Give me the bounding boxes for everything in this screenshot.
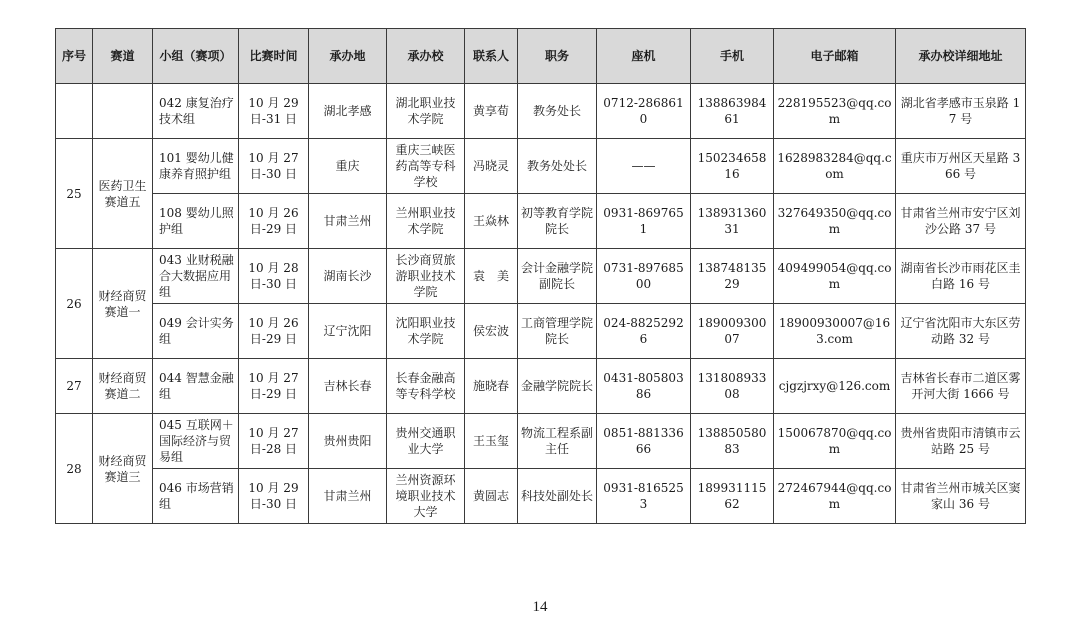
email-cell: 409499054@qq.com <box>774 249 896 304</box>
track-cell: 财经商贸赛道二 <box>93 359 153 414</box>
header-time: 比赛时间 <box>239 29 309 84</box>
header-school: 承办校 <box>387 29 465 84</box>
email-cell: 228195523@qq.com <box>774 84 896 139</box>
contact-cell: 施晓春 <box>465 359 518 414</box>
location-cell: 甘肃兰州 <box>309 469 387 524</box>
table-row <box>56 249 1026 304</box>
track-cell: 财经商贸赛道三 <box>93 414 153 524</box>
contact-cell: 黄圆志 <box>465 469 518 524</box>
group-cell: 101 婴幼儿健康养育照护组 <box>153 139 239 194</box>
school-cell: 沈阳职业技术学院 <box>387 304 465 359</box>
school-cell: 兰州职业技术学院 <box>387 194 465 249</box>
group-cell: 046 市场营销组 <box>153 469 239 524</box>
contact-cell: 袁 美 <box>465 249 518 304</box>
contact-cell: 王玉玺 <box>465 414 518 469</box>
mobile-cell: 13893136031 <box>691 194 774 249</box>
header-group: 小组（赛项） <box>153 29 239 84</box>
school-cell: 重庆三峡医药高等专科学校 <box>387 139 465 194</box>
landline-cell: 0851-88133666 <box>597 414 691 469</box>
header-position: 职务 <box>518 29 597 84</box>
contest-table <box>55 28 1026 524</box>
address-cell: 甘肃省兰州市安宁区刘沙公路 37 号 <box>896 194 1026 249</box>
track-cell: 医药卫生赛道五 <box>93 139 153 249</box>
header-location: 承办地 <box>309 29 387 84</box>
group-cell: 045 互联网＋国际经济与贸易组 <box>153 414 239 469</box>
track-cell <box>93 84 153 139</box>
location-cell: 湖北孝感 <box>309 84 387 139</box>
header-landline: 座机 <box>597 29 691 84</box>
time-cell: 10 月 27 日-29 日 <box>239 359 309 414</box>
contact-cell: 冯晓灵 <box>465 139 518 194</box>
page-number: 14 <box>532 599 548 615</box>
landline-cell: 024-88252926 <box>597 304 691 359</box>
time-cell: 10 月 27 日-30 日 <box>239 139 309 194</box>
time-cell: 10 月 27 日-28 日 <box>239 414 309 469</box>
location-cell: 甘肃兰州 <box>309 194 387 249</box>
header-mobile: 手机 <box>691 29 774 84</box>
address-cell: 甘肃省兰州市城关区窦家山 36 号 <box>896 469 1026 524</box>
group-cell: 049 会计实务组 <box>153 304 239 359</box>
mobile-cell: 13886398461 <box>691 84 774 139</box>
time-cell: 10 月 29 日-30 日 <box>239 469 309 524</box>
table-header-row <box>56 29 1026 84</box>
seq-cell: 26 <box>56 249 93 359</box>
table-row <box>56 84 1026 139</box>
contact-cell: 黄享荀 <box>465 84 518 139</box>
group-cell: 043 业财税融合大数据应用组 <box>153 249 239 304</box>
seq-cell: 27 <box>56 359 93 414</box>
school-cell: 长春金融高等专科学校 <box>387 359 465 414</box>
header-track: 赛道 <box>93 29 153 84</box>
mobile-cell: 13180893308 <box>691 359 774 414</box>
seq-cell: 25 <box>56 139 93 249</box>
table-row <box>56 469 1026 524</box>
mobile-cell: 18900930007 <box>691 304 774 359</box>
landline-cell: 0931-8697651 <box>597 194 691 249</box>
header-email: 电子邮箱 <box>774 29 896 84</box>
header-address: 承办校详细地址 <box>896 29 1026 84</box>
address-cell: 重庆市万州区天星路 366 号 <box>896 139 1026 194</box>
table-row <box>56 414 1026 469</box>
table-row <box>56 359 1026 414</box>
position-cell: 科技处副处长 <box>518 469 597 524</box>
time-cell: 10 月 29 日-31 日 <box>239 84 309 139</box>
address-cell: 辽宁省沈阳市大东区劳动路 32 号 <box>896 304 1026 359</box>
landline-cell: —— <box>597 139 691 194</box>
table-row <box>56 304 1026 359</box>
contact-cell: 侯宏波 <box>465 304 518 359</box>
position-cell: 教务处长 <box>518 84 597 139</box>
location-cell: 重庆 <box>309 139 387 194</box>
table-row <box>56 194 1026 249</box>
school-cell: 贵州交通职业大学 <box>387 414 465 469</box>
position-cell: 初等教育学院院长 <box>518 194 597 249</box>
email-cell: 150067870@qq.com <box>774 414 896 469</box>
landline-cell: 0431-80580386 <box>597 359 691 414</box>
email-cell: 327649350@qq.com <box>774 194 896 249</box>
mobile-cell: 13874813529 <box>691 249 774 304</box>
track-cell: 财经商贸赛道一 <box>93 249 153 359</box>
seq-cell <box>56 84 93 139</box>
location-cell: 湖南长沙 <box>309 249 387 304</box>
position-cell: 会计金融学院副院长 <box>518 249 597 304</box>
position-cell: 物流工程系副主任 <box>518 414 597 469</box>
mobile-cell: 15023465816 <box>691 139 774 194</box>
time-cell: 10 月 26 日-29 日 <box>239 194 309 249</box>
school-cell: 湖北职业技术学院 <box>387 84 465 139</box>
mobile-cell: 18993111562 <box>691 469 774 524</box>
school-cell: 兰州资源环境职业技术大学 <box>387 469 465 524</box>
position-cell: 金融学院院长 <box>518 359 597 414</box>
location-cell: 吉林长春 <box>309 359 387 414</box>
address-cell: 吉林省长春市二道区雾开河大街 1666 号 <box>896 359 1026 414</box>
email-cell: 1628983284@qq.com <box>774 139 896 194</box>
contact-cell: 王焱林 <box>465 194 518 249</box>
address-cell: 贵州省贵阳市清镇市云站路 25 号 <box>896 414 1026 469</box>
header-contact: 联系人 <box>465 29 518 84</box>
email-cell: cjgzjrxy@126.com <box>774 359 896 414</box>
position-cell: 工商管理学院院长 <box>518 304 597 359</box>
email-cell: 272467944@qq.com <box>774 469 896 524</box>
school-cell: 长沙商贸旅游职业技术学院 <box>387 249 465 304</box>
seq-cell: 28 <box>56 414 93 524</box>
landline-cell: 0931-8165253 <box>597 469 691 524</box>
position-cell: 教务处处长 <box>518 139 597 194</box>
landline-cell: 0731-89768500 <box>597 249 691 304</box>
landline-cell: 0712-2868610 <box>597 84 691 139</box>
table-row <box>56 139 1026 194</box>
address-cell: 湖北省孝感市玉泉路 17 号 <box>896 84 1026 139</box>
email-cell: 18900930007@163.com <box>774 304 896 359</box>
location-cell: 贵州贵阳 <box>309 414 387 469</box>
time-cell: 10 月 28 日-30 日 <box>239 249 309 304</box>
time-cell: 10 月 26 日-29 日 <box>239 304 309 359</box>
header-seq: 序号 <box>56 29 93 84</box>
mobile-cell: 13885058083 <box>691 414 774 469</box>
address-cell: 湖南省长沙市雨花区圭白路 16 号 <box>896 249 1026 304</box>
group-cell: 108 婴幼儿照护组 <box>153 194 239 249</box>
location-cell: 辽宁沈阳 <box>309 304 387 359</box>
group-cell: 042 康复治疗技术组 <box>153 84 239 139</box>
group-cell: 044 智慧金融组 <box>153 359 239 414</box>
